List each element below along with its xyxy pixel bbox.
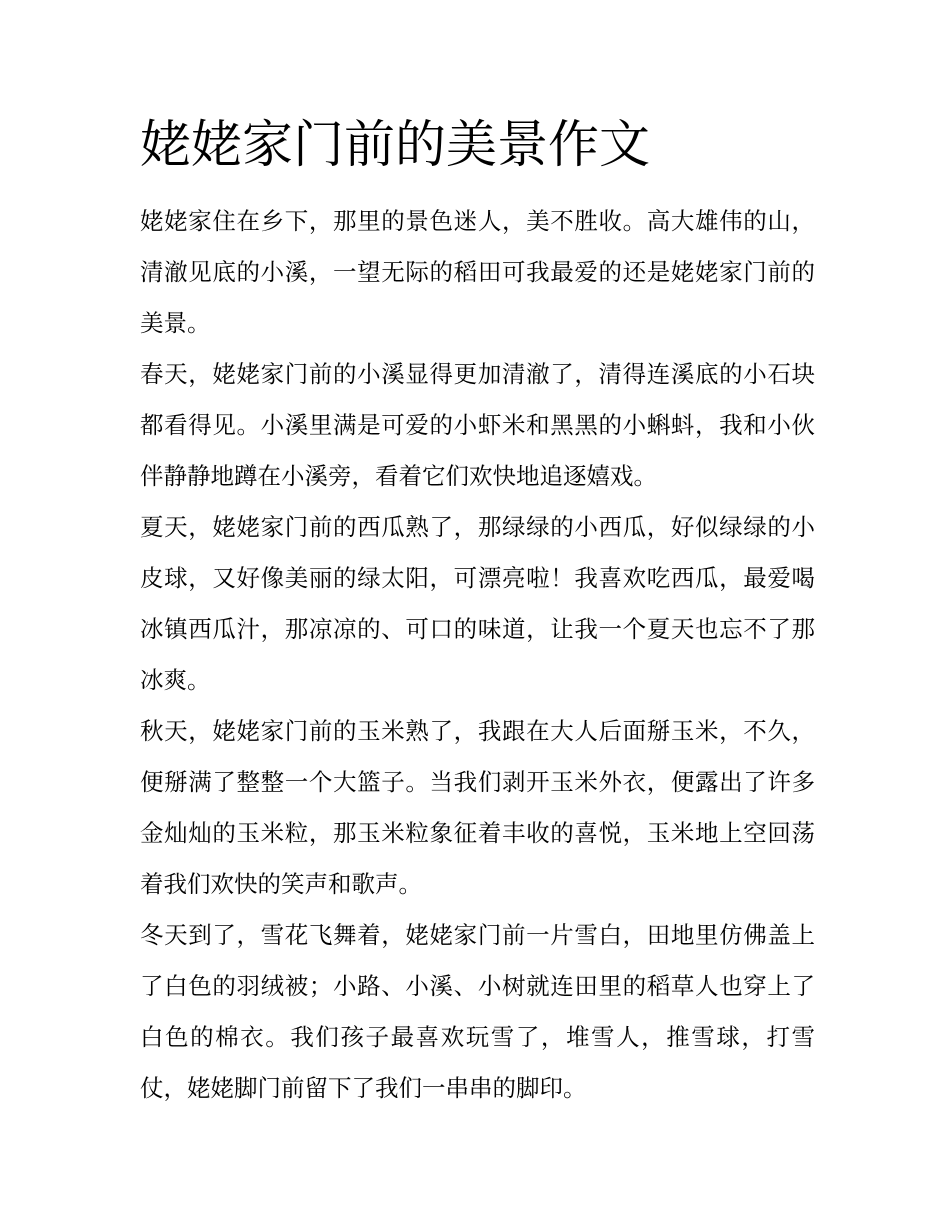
paragraph-autumn: 秋天，姥姥家门前的玉米熟了，我跟在大人后面掰玉米，不久，便掰满了整整一个大篮子。当我们剥开玉米外衣，便露出了许多金灿灿的玉米粒，那玉米粒象征着丰收的喜悦，玉米地上空回荡着我们欢快的笑声和歌声。 [140,717,815,898]
paragraph-winter: 冬天到了，雪花飞舞着，姥姥家门前一片雪白，田地里仿佛盖上了白色的羽绒被；小路、小溪、小树就连田里的稻草人也穿上了白色的棉衣。我们孩子最喜欢玩雪了，堆雪人，推雪球，打雪仗，姥姥脚门前留下了我们一串串的脚印。 [140,921,815,1102]
paragraph-intro: 姥姥家住在乡下，那里的景色迷人，美不胜收。高大雄伟的山，清澈见底的小溪，一望无际的稻田可我最爱的还是姥姥家门前的美景。 [140,207,815,337]
paragraph-summer: 夏天，姥姥家门前的西瓜熟了，那绿绿的小西瓜，好似绿绿的小皮球，又好像美丽的绿太阳，可漂亮啦！我喜欢吃西瓜，最爱喝冰镇西瓜汁，那凉凉的、可口的味道，让我一个夏天也忘不了那冰爽。 [140,513,815,694]
paragraph-spring: 春天，姥姥家门前的小溪显得更加清澈了，清得连溪底的小石块都看得见。小溪里满是可爱的小虾米和黑黑的小蝌蚪，我和小伙伴静静地蹲在小溪旁，看着它们欢快地追逐嬉戏。 [140,360,815,490]
document-title: 姥姥家门前的美景作文 [140,116,651,175]
document-body [140,108,815,1114]
